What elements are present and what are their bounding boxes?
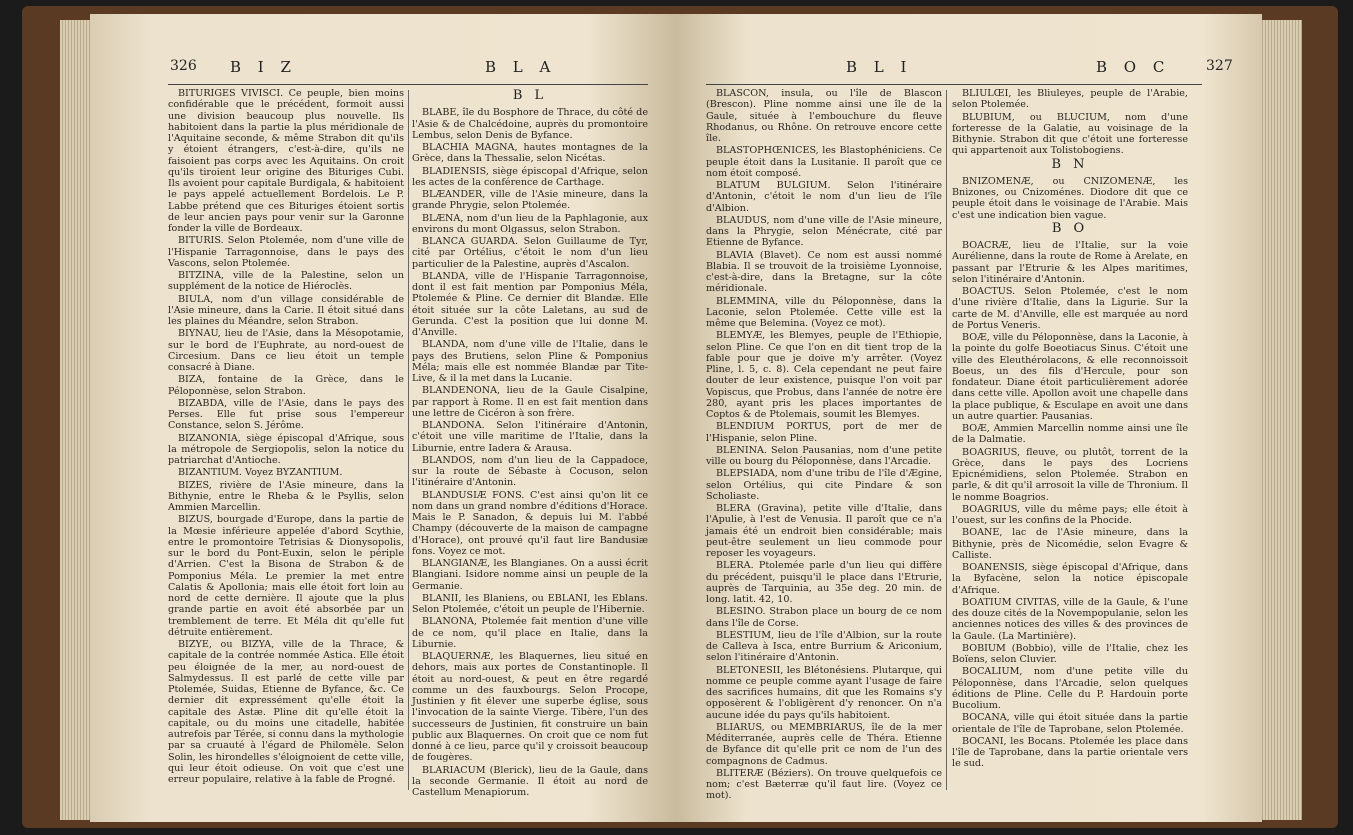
dictionary-entry: BOACTUS. Selon Ptolemée, c'est le nom d'une rivière d'Italie, dans la Ligurie. Sur la carte de M. d'Anville, elle est marquée au nord de Portus Veneris. [952,286,1188,331]
dictionary-entry: BLANDOS, nom d'un lieu de la Cappadoce, sur la route de Sébaste à Cocuson, selon l'itinéraire d'Antonin. [412,454,648,489]
dictionary-entry: BNIZOMENÆ, ou CNIZOMENÆ, les Bnizones, ou Cnizoménes. Diodore dit que ce peuple étoit dans le voisinage de l'Arabie. Mais c'est une indication bien vague. [952,175,1188,221]
dictionary-entry: BLANDA, nom d'une ville de l'Italie, dans le pays des Brutiens, selon Pline & Pomponius Méla; mais elle est nommée Blandæ par Tite-Live, & il la met dans la Lucanie. [412,339,648,384]
dictionary-entry: BIZYE, ou BIZYA, ville de la Thrace, & capitale de la contrée nommée Astica. Elle étoit peu éloignée de la mer, au nord-ouest de Salmydessus. Il est parlé de cette ville par Ptolemée, Suidas, Etienne de Byfance, &c. Ce dernier dit expressément qu'elle étoit la capitale des Astæ. Pline dit qu'elle étoit la capitale, ou du moins une citadelle, habitée autrefois par Térée, si connu dans la mythologie par sa cruauté à l'égard de Philomèle. Selon Solin, les hirondelles s'éloignoient de cette ville, qui leur étoit odieuse. On voit que c'est une erreur populaire, relative à la fable de Progné. [168,639,404,785]
left-page-edges [60,20,90,820]
dictionary-entry: BOAGRIUS, fleuve, ou plutôt, torrent de la Grèce, dans le pays des Locriens Epicnémidiens, selon Ptolemée. Strabon en parle, & dit qu'il arrosoit la ville de Thronium. Il le nomme Boagrios. [952,446,1188,503]
dictionary-entry: BLAQUERNÆ, les Blaquernes, lieu situé en dehors, mais aux portes de Constantinople. Il étoit au nord-ouest, & peut en être regardé comme un des fauxbourgs. Selon Procope, Justinien y fit élever une superbe église, sous l'invocation de la sainte Vierge. Tibère, l'un des successeurs de Justinien, fit construire un bain public aux Blaquernes. On croit que ce nom fut donné à ce lieu, parce qu'il y croissoit beaucoup de fougères. [412,651,648,764]
page-number-left: 326 [170,58,197,74]
dictionary-entry: BLERA. Ptolemée parle d'un lieu qui diffère du précédent, puisqu'il le place dans l'Etrurie, auprès de Tarquinia, au 35e deg. 20 min. de long. latit. 42, 10. [706,560,942,605]
header-rule-right [706,84,1202,85]
column-divider-left [408,90,409,790]
dictionary-entry: BIZES, rivière de l'Asie mineure, dans la Bithynie, entre le Rheba & le Psyllis, selon Ammien Marcellin. [168,479,404,513]
dictionary-entry: BLESINO. Strabon place un bourg de ce nom dans l'île de Corse. [706,606,942,629]
dictionary-entry: BLIARUS, ou MEMBRIARUS, île de la mer Méditerranée, auprès celle de Théra. Etienne de Byfance dit qu'elle prit ce nom de l'un des compagnons de Cadmus. [706,721,942,767]
dictionary-entry: BLARIACUM (Blerick), lieu de la Gaule, dans la seconde Germanie. Il étoit au nord de Castellum Menapiorum. [412,764,648,798]
dictionary-entry: BLANGIANÆ, les Blangianes. On a aussi écrit Blangiani. Isidore nomme ainsi un peuple de la Germanie. [412,558,648,592]
section-heading-bl: B L [512,88,548,103]
dictionary-entry: BLENINA. Selon Pausanias, nom d'une petite ville ou bourg du Péloponnèse, dans l'Arcadie. [706,444,942,467]
dictionary-entry: BOBIUM (Bobbio), ville de l'Italie, chez les Boïens, selon Cluvier. [952,642,1188,665]
dictionary-entry: BOACRÆ, lieu de l'Italie, sur la voie Aurélienne, dans la route de Rome à Arelate, en passant par l'Etrurie & les Alpes maritimes, selon l'itinéraire d'Antonin. [952,240,1188,285]
dictionary-entry: BLANCA GUARDA. Selon Guillaume de Tyr, cité par Ortélius, c'étoit le nom d'un lieu particulier de la Palestine, auprès d'Ascalon. [412,236,648,270]
dictionary-entry: BOANENSIS, siège épiscopal d'Afrique, dans la Byfacène, selon la notice épiscopale d'Afrique. [952,562,1188,596]
right-column-2 [952,88,1188,771]
left-column-2 [412,88,648,799]
running-head-center-right: B L I [846,58,913,76]
dictionary-entry: BLUBIUM, ou BLUCIUM, nom d'une forteresse de la Galatie, au voisinage de la Bithynie. Strabon dit que c'étoit une forteresse qui appartenoit aux Tolistobogiens. [952,111,1188,157]
dictionary-entry: BLADIENSIS, siège épiscopal d'Afrique, selon les actes de la conférence de Carthage. [412,165,648,188]
dictionary-entry: BLENDIUM PORTUS, port de mer de l'Hispanie, selon Pline. [706,421,942,444]
dictionary-entry: BOATIUM CIVITAS, ville de la Gaule, & l'une des douze cités de la Novempopulanie, selon les anciennes notices des villes & des provinces de la Gaule. (La Martinière). [952,596,1188,642]
running-head-left: B I Z [230,58,297,76]
right-column-1 [706,88,942,803]
dictionary-entry: BITURIGES VIVISCI. Ce peuple, bien moins confidérable que le précédent, formoit aussi une division beaucoup plus nouvelle. Ils habitoient dans la partie la plus méridionale de l'Aquitaine seconde, & même Strabon dit qu'ils y étoient étrangers, c'est-à-dire, qu'ils ne faisoient pas corps avec les Aquitains. On croit qu'ils tiroient leur origine des Bituriges Cubi. Ils avoient pour capitale Burdigala, & habitoient le pays appelé actuellement Bordelois. Le P. Labbe prétend que ces Bituriges étoient sortis de leur ancien pays pour venir sur la Garonne fonder la ville de Bordeaux. [168,88,404,234]
dictionary-entry: BIZANONIA, siège épiscopal d'Afrique, sous la métropole de Sergiopolis, selon la notice du patriarchat d'Antioche. [168,432,404,466]
dictionary-entry: BIYNAU, lieu de l'Asie, dans la Mésopotamie, sur le bord de l'Euphrate, au nord-ouest de Circesium. Dans ce lieu étoit un temple consacré à Diane. [168,328,404,373]
dictionary-entry: BLERA (Gravina), petite ville d'Italie, dans l'Apulie, à l'est de Venusia. Il paroît que ce n'a jamais été un endroit bien considérable; mais peut-être seulement un lieu commode pour reposer les voyageurs. [706,503,942,559]
dictionary-entry: BOCANA, ville qui étoit située dans la partie orientale de l'île de Taprobane, selon Ptolemée. [952,712,1188,735]
dictionary-entry: BLIULŒI, les Bliuleyes, peuple de l'Arabie, selon Ptolemée. [952,88,1188,111]
dictionary-entry: BIZABDA, ville de l'Asie, dans le pays des Perses. Elle fut prise sous l'empereur Constance, selon S. Jérôme. [168,397,404,432]
dictionary-entry: BOCANI, les Bocans. Ptolemée les place dans l'île de Taprobane, dans la partie orientale vers le sud. [952,735,1188,770]
dictionary-entry: BIZA, fontaine de la Grèce, dans le Péloponnèse, selon Strabon. [168,374,404,397]
dictionary-entry: BLANII, les Blaniens, ou EBLANI, les Eblans. Selon Ptolemée, c'étoit un peuple de l'Hibernie. [412,592,648,615]
right-page [676,14,1262,822]
header-rule-left [168,84,648,85]
dictionary-entry: BLETONESII, les Blétonésiens. Plutarque, qui nomme ce peuple comme ayant l'usage de faire des sacrifices humains, dit que les Romains s'y opposèrent & l'obligèrent d'y renoncer. On n'a aucune idée du pays qu'ils habitoient. [706,664,942,721]
running-head-center-left: B L A [485,58,557,76]
dictionary-entry: BOCALIUM, nom d'une petite ville du Péloponnèse, dans l'Arcadie, selon quelques éditions de Pline. Celle du P. Hardouin porte Bucolium. [952,666,1188,711]
dictionary-entry: BLATUM BULGIUM. Selon l'itinéraire d'Antonin, c'étoit le nom d'un lieu de l'île d'Albion. [706,180,942,214]
dictionary-entry: BLAVIA (Blavet). Ce nom est aussi nommé Blabia. Il se trouvoit de la troisième Lyonnoise, c'est-à-dire, dans la Bretagne, sur la côte méridionale. [706,249,942,295]
section-heading-bn: B N [1051,156,1089,172]
dictionary-entry: BLACHIA MAGNA, hautes montagnes de la Grèce, dans la Thessalie, selon Nicétas. [412,142,648,165]
dictionary-entry: BOANE, lac de l'Asie mineure, dans la Bithynie, près de Nicomédie, selon Evagre & Calliste. [952,527,1188,561]
left-column-1 [168,88,404,786]
left-page [90,14,676,822]
right-page-edges [1262,20,1302,820]
dictionary-entry: BLEPSIADA, nom d'une tribu de l'île d'Ægine, selon Ortélius, qui cite Pindare & son Scholiaste. [706,468,942,502]
dictionary-entry: BOAGRIUS, ville du même pays; elle étoit à l'ouest, sur les confins de la Phocide. [952,503,1188,526]
dictionary-entry: BLANONA, Ptolemée fait mention d'une ville de ce nom, qu'il place en Italie, dans la Liburnie. [412,616,648,650]
dictionary-entry: BLABE, île du Bosphore de Thrace, du côté de l'Asie & de Chalcédoine, auprès du promontoire Lembus, selon Denis de Byfance. [412,107,648,141]
dictionary-entry: BIULA, nom d'un village considérable de l'Asie mineure, dans la Carie. Il étoit situé dans les plaines du Méandre, selon Strabon. [168,293,404,327]
dictionary-entry: BITURIS. Selon Ptolemée, nom d'une ville de l'Hispanie Tarragonnoise, dans le pays des Vascons, selon Ptolemée. [168,235,404,269]
dictionary-entry: BLANDA, ville de l'Hispanie Tarragonnoise, dont il est fait mention par Pomponius Méla, Ptolemée & Pline. Ce dernier dit Blandæ. Elle étoit située sur la côte Laletans, au sud de Gerunda. C'est la position que lui donne M. d'Anville. [412,270,648,338]
dictionary-entry: BOÆ, Ammien Marcellin nomme ainsi une île de la Dalmatie. [952,423,1188,446]
column-divider-right [946,90,947,790]
dictionary-entry: BLEMYÆ, les Blemyes, peuple de l'Ethiopie, selon Pline. Ce que l'on en dit tient trop de la fable pour que je doive m'y arrêter. (Voyez Pline, l. 5, c. 8). Cela cependant ne peut faire douter de leur existence, puisque l'on voit par Vopiscus, que Probus, dans l'année de notre ère 280, ayant pris les places importantes de Coptos & de Ptolemais, soumit les Blemyes. [706,330,942,420]
dictionary-entry: BLÆANDER, ville de l'Asie mineure, dans la grande Phrygie, selon Ptolemée. [412,189,648,212]
dictionary-entry: BLANDONA. Selon l'itinéraire d'Antonin, c'étoit une ville maritime de l'Italie, dans la Liburnie, entre Iadera & Arausa. [412,420,648,454]
dictionary-entry: BITZINA, ville de la Palestine, selon un supplément de la notice de Hiéroclès. [168,270,404,293]
dictionary-entry: BLASTOPHŒNICES, les Blastophéniciens. Ce peuple étoit dans la Lusitanie. Il paroît que ce nom étoit composé. [706,145,942,179]
dictionary-entry: BLEMMINA, ville du Péloponnèse, dans la Laconie, selon Ptolemée. Cette ville est la même que Belemina. (Voyez ce mot). [706,295,942,329]
dictionary-entry: BIZANTIUM. Voyez BYZANTIUM. [178,467,343,479]
running-head-right: B O C [1096,58,1171,76]
dictionary-entry: BOÆ, ville du Péloponnèse, dans la Laconie, à la pointe du golfe Boeotiacus Sinus. C'étoit une ville des Eleuthérolacons, & elle reconnoissoit Boeus, un des fils d'Hercule, pour son fondateur. Diane étoit particulièrement adorée dans cette ville. Apollon avoit une chapelle dans la place publique, & Esculape en avoit une dans un autre quartier. Pausanias. [952,332,1188,422]
dictionary-entry: BLITERÆ (Béziers). On trouve quelquefois ce nom; c'est Bæterræ qu'il faut lire. (Voyez ce mot). [706,767,942,802]
page-number-right: 327 [1206,58,1233,74]
dictionary-entry: BLASCON, insula, ou l'île de Blascon (Brescon). Pline nomme ainsi une île de la Gaule, située à l'embouchure du fleuve Rhodanus, ou Rhône. On retrouve encore cette île. [706,88,942,144]
dictionary-entry: BLAUDUS, nom d'une ville de l'Asie mineure, dans la Phrygie, selon Ménécrate, cité par Etienne de Byfance. [706,214,942,249]
dictionary-entry: BLESTIUM, lieu de l'île d'Albion, sur la route de Calleva à Isca, entre Burrium & Ariconium, selon l'itinéraire d'Antonin. [706,629,942,664]
dictionary-entry: BLÆNA, nom d'un lieu de la Paphlagonie, aux environs du mont Olgassus, selon Strabon. [412,212,648,235]
dictionary-entry: BLANDUSIÆ FONS. C'est ainsi qu'on lit ce nom dans un grand nombre d'éditions d'Horace. Mais le P. Sanadon, & depuis lui M. l'abbé Champy (découverte de la maison de campagne d'Horace), ont prouvé qu'il faut lire Bandusiæ fons. Voyez ce mot. [412,489,648,557]
dictionary-entry: BLANDENONA, lieu de la Gaule Cisalpine, par rapport à Rome. Il en est fait mention dans une lettre de Cicéron à son frère. [412,385,648,419]
section-heading-bo: B O [1051,220,1089,236]
dictionary-entry: BIZUS, bourgade d'Europe, dans la partie de la Mœsie inférieure appelée d'abord Scythie, entre le promontoire Tetrisias & Dionysopolis, sur le bord du Pont-Euxin, selon le périple d'Arrien. C'est la Bisona de Strabon & de Pomponius Méla. Le premier la met entre Calatis & Apollonia; mais elle étoit fort loin au nord de cette dernière. Il ajoute que la plus grande partie en avoit été absorbée par un tremblement de terre. Et Méla dit qu'elle fut détruite entièrement. [168,514,404,638]
